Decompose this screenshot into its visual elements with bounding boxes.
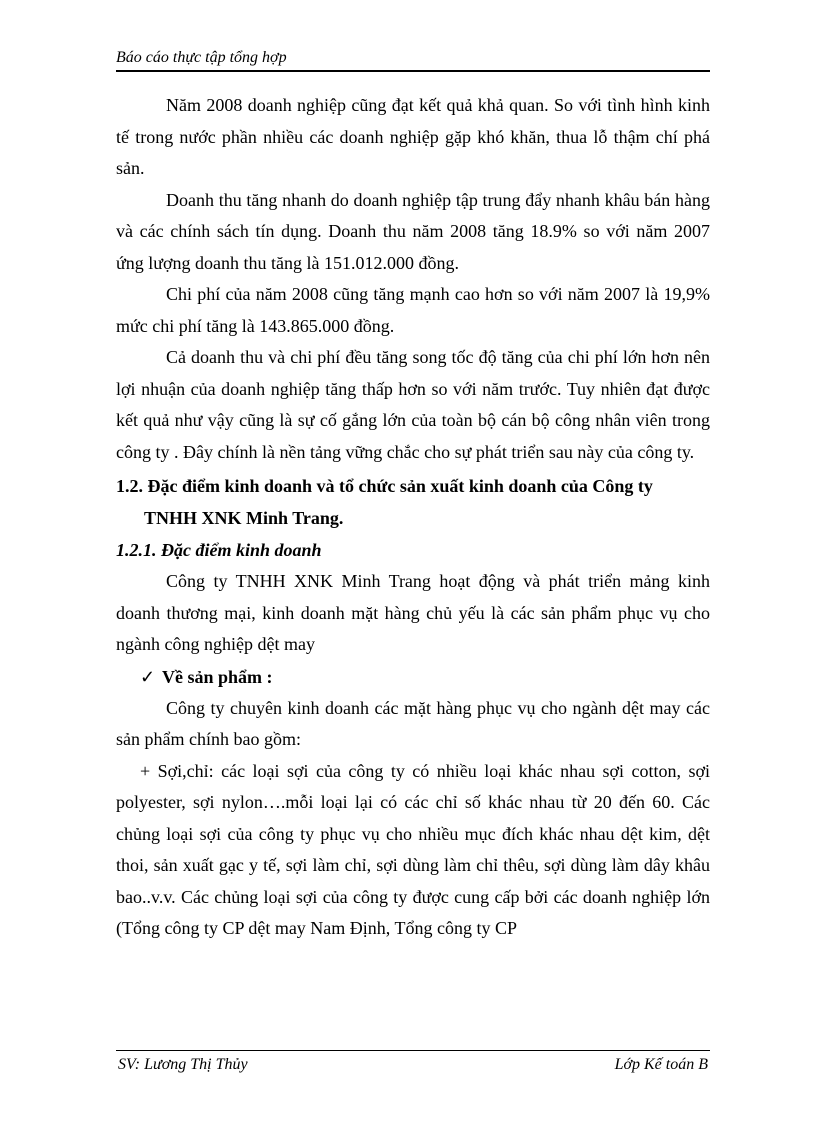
footer-student: SV: Lương Thị Thủy (118, 1056, 248, 1073)
section-heading (116, 470, 710, 534)
products-intro-paragraph: Công ty chuyên kinh doanh các mặt hàng phục vụ cho ngành dệt may các sản phẩm chính bao gồm: (116, 697, 710, 749)
paragraph-2: Doanh thu tăng nhanh do doanh nghiệp tập trung đẩy nhanh khâu bán hàng và các chính sách tín dụng. Doanh thu năm 2008 tăng 18.9% so với năm 2007 ứng lượng doanh thu tăng là 151.012.000 đồng. (116, 189, 710, 273)
page-footer (116, 1050, 710, 1081)
products-label: Về sản phẩm : (162, 666, 273, 687)
products-detail-paragraph: + Sợi,chỉ: các loại sợi của công ty có nhiều loại khác nhau sợi cotton, sợi polyester, sợi nylon….mỗi loại lại có các chỉ số khác nhau từ 20 đến 60. Các chủng loại sợi của công ty phục vụ cho nhiều mục đích khác nhau dệt kim, dệt thoi, sản xuất gạc y tế, sợi làm chỉ, sợi dùng làm chỉ thêu, sợi dùng làm dây khâu bao..v.v. Các chủng loại sợi của công ty được cung cấp bởi các doanh nghiệp lớn (Tổng công ty CP dệt may Nam Định, Tổng công ty CP (116, 760, 710, 938)
page-header (116, 46, 710, 72)
subsection-heading: 1.2.1. Đặc điểm kinh doanh (116, 540, 322, 560)
checkmark-icon: ✓ (140, 666, 156, 687)
header-title: Báo cáo thực tập tổng hợp (116, 49, 287, 66)
section-heading-line1: 1.2. Đặc điểm kinh doanh và tổ chức sản xuất kinh doanh của Công ty (116, 476, 653, 496)
section-heading-line2: TNHH XNK Minh Trang. (144, 508, 344, 528)
paragraph-4: Cả doanh thu và chi phí đều tăng song tốc độ tăng của chi phí lớn hơn nên lợi nhuận của doanh nghiệp tăng thấp hơn so với năm trước. Tuy nhiên đạt được kết quả như vậy cũng là sự cố gắng lớn của toàn bộ cán bộ công nhân viên trong công ty . Đây chính là nền tảng vững chắc cho sự phát triển sau này của công ty. (116, 347, 710, 462)
intro-paragraph: Công ty TNHH XNK Minh Trang hoạt động và phát triển mảng kinh doanh thương mại, kinh doanh mặt hàng chủ yếu là các sản phẩm phục vụ cho ngành công nghiệp dệt may (116, 571, 710, 654)
footer-class: Lớp Kế toán B (614, 1056, 708, 1073)
paragraph-3: Chi phí của năm 2008 cũng tăng mạnh cao hơn so với năm 2007 là 19,9% mức chi phí tăng là 143.865.000 đồng. (116, 284, 710, 336)
document-body (116, 90, 710, 945)
paragraph-1: Năm 2008 doanh nghiệp cũng đạt kết quả khả quan. So với tình hình kinh tế trong nước phần nhiều các doanh nghiệp gặp khó khăn, thua lỗ thậm chí phá sản. (116, 95, 710, 178)
products-check-item (116, 661, 710, 693)
